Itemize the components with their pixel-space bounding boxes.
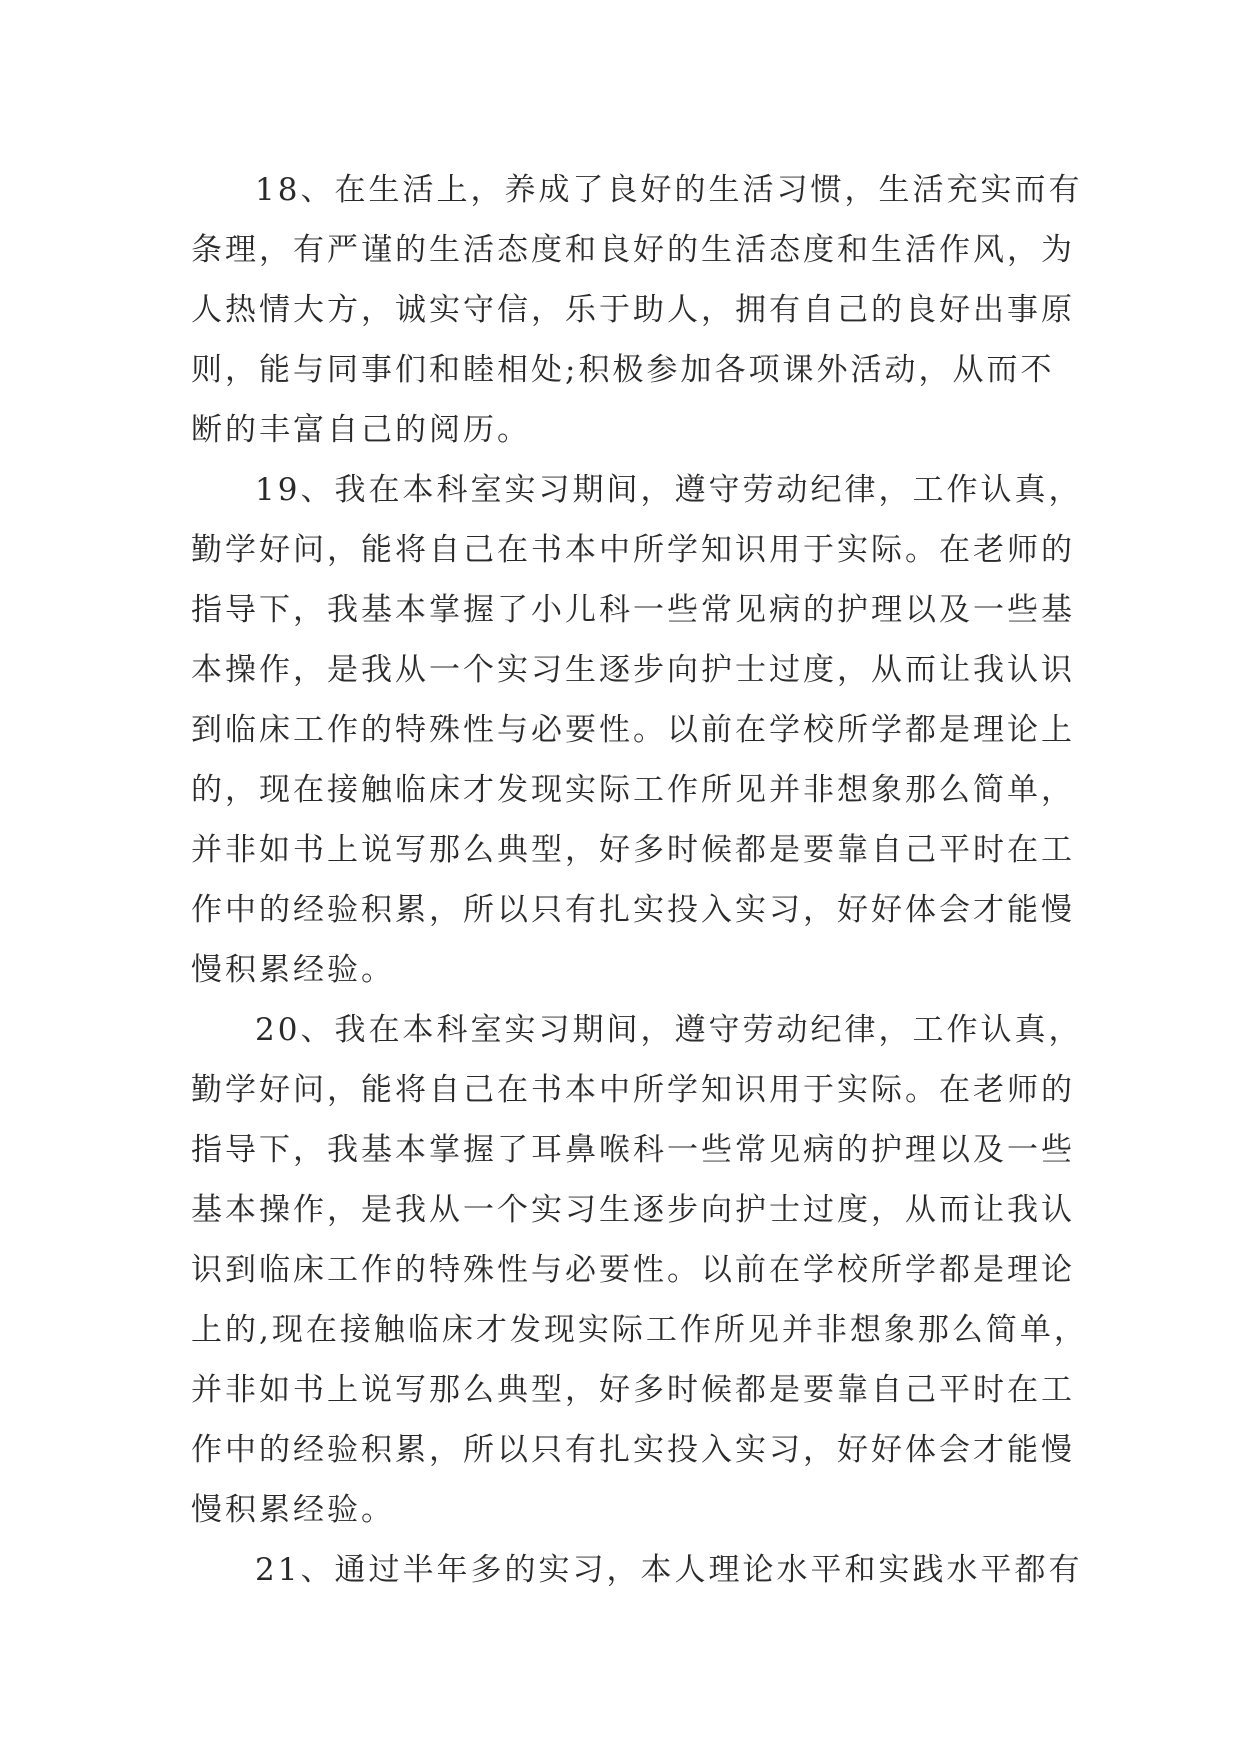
text-line: 勤学好问，能将自己在书本中所学知识用于实际。在老师的 — [191, 1072, 1075, 1108]
paragraph-18 — [191, 160, 1083, 460]
text-line: 上的,现在接触临床才发现实际工作所见并非想象那么简单， — [191, 1312, 1088, 1348]
text-line: 识到临床工作的特殊性与必要性。以前在学校所学都是理论 — [191, 1252, 1075, 1288]
paragraph-21 — [191, 1540, 1083, 1600]
text-line: 勤学好问，能将自己在书本中所学知识用于实际。在老师的 — [191, 532, 1075, 568]
text-line: 19、我在本科室实习期间，遵守劳动纪律，工作认真， — [255, 472, 1083, 508]
paragraph-20 — [191, 1000, 1088, 1540]
text-line: 20、我在本科室实习期间，遵守劳动纪律，工作认真， — [255, 1012, 1083, 1048]
text-line: 慢积累经验。 — [191, 1492, 395, 1528]
text-line: 慢积累经验。 — [191, 952, 395, 988]
text-line: 指导下，我基本掌握了小儿科一些常见病的护理以及一些基 — [191, 592, 1075, 628]
text-line: 基本操作，是我从一个实习生逐步向护士过度，从而让我认 — [191, 1192, 1075, 1228]
text-line: 并非如书上说写那么典型，好多时候都是要靠自己平时在工 — [191, 1372, 1075, 1408]
text-line: 的，现在接触临床才发现实际工作所见并非想象那么简单， — [191, 772, 1075, 808]
document-body — [191, 160, 1088, 1600]
text-line: 21、通过半年多的实习，本人理论水平和实践水平都有 — [255, 1552, 1083, 1588]
text-line: 18、在生活上，养成了良好的生活习惯，生活充实而有 — [255, 172, 1083, 208]
text-line: 断的丰富自己的阅历。 — [191, 412, 531, 448]
text-line: 作中的经验积累，所以只有扎实投入实习，好好体会才能慢 — [191, 892, 1075, 928]
text-line: 到临床工作的特殊性与必要性。以前在学校所学都是理论上 — [191, 712, 1075, 748]
paragraph-19 — [191, 460, 1083, 1000]
text-line: 则，能与同事们和睦相处;积极参加各项课外活动，从而不 — [191, 352, 1055, 388]
text-line: 条理，有严谨的生活态度和良好的生活态度和生活作风，为 — [191, 232, 1075, 268]
text-line: 人热情大方，诚实守信，乐于助人，拥有自己的良好出事原 — [191, 292, 1075, 328]
text-line: 作中的经验积累，所以只有扎实投入实习，好好体会才能慢 — [191, 1432, 1075, 1468]
text-line: 本操作，是我从一个实习生逐步向护士过度，从而让我认识 — [191, 652, 1075, 688]
text-line: 指导下，我基本掌握了耳鼻喉科一些常见病的护理以及一些 — [191, 1132, 1075, 1168]
text-line: 并非如书上说写那么典型，好多时候都是要靠自己平时在工 — [191, 832, 1075, 868]
